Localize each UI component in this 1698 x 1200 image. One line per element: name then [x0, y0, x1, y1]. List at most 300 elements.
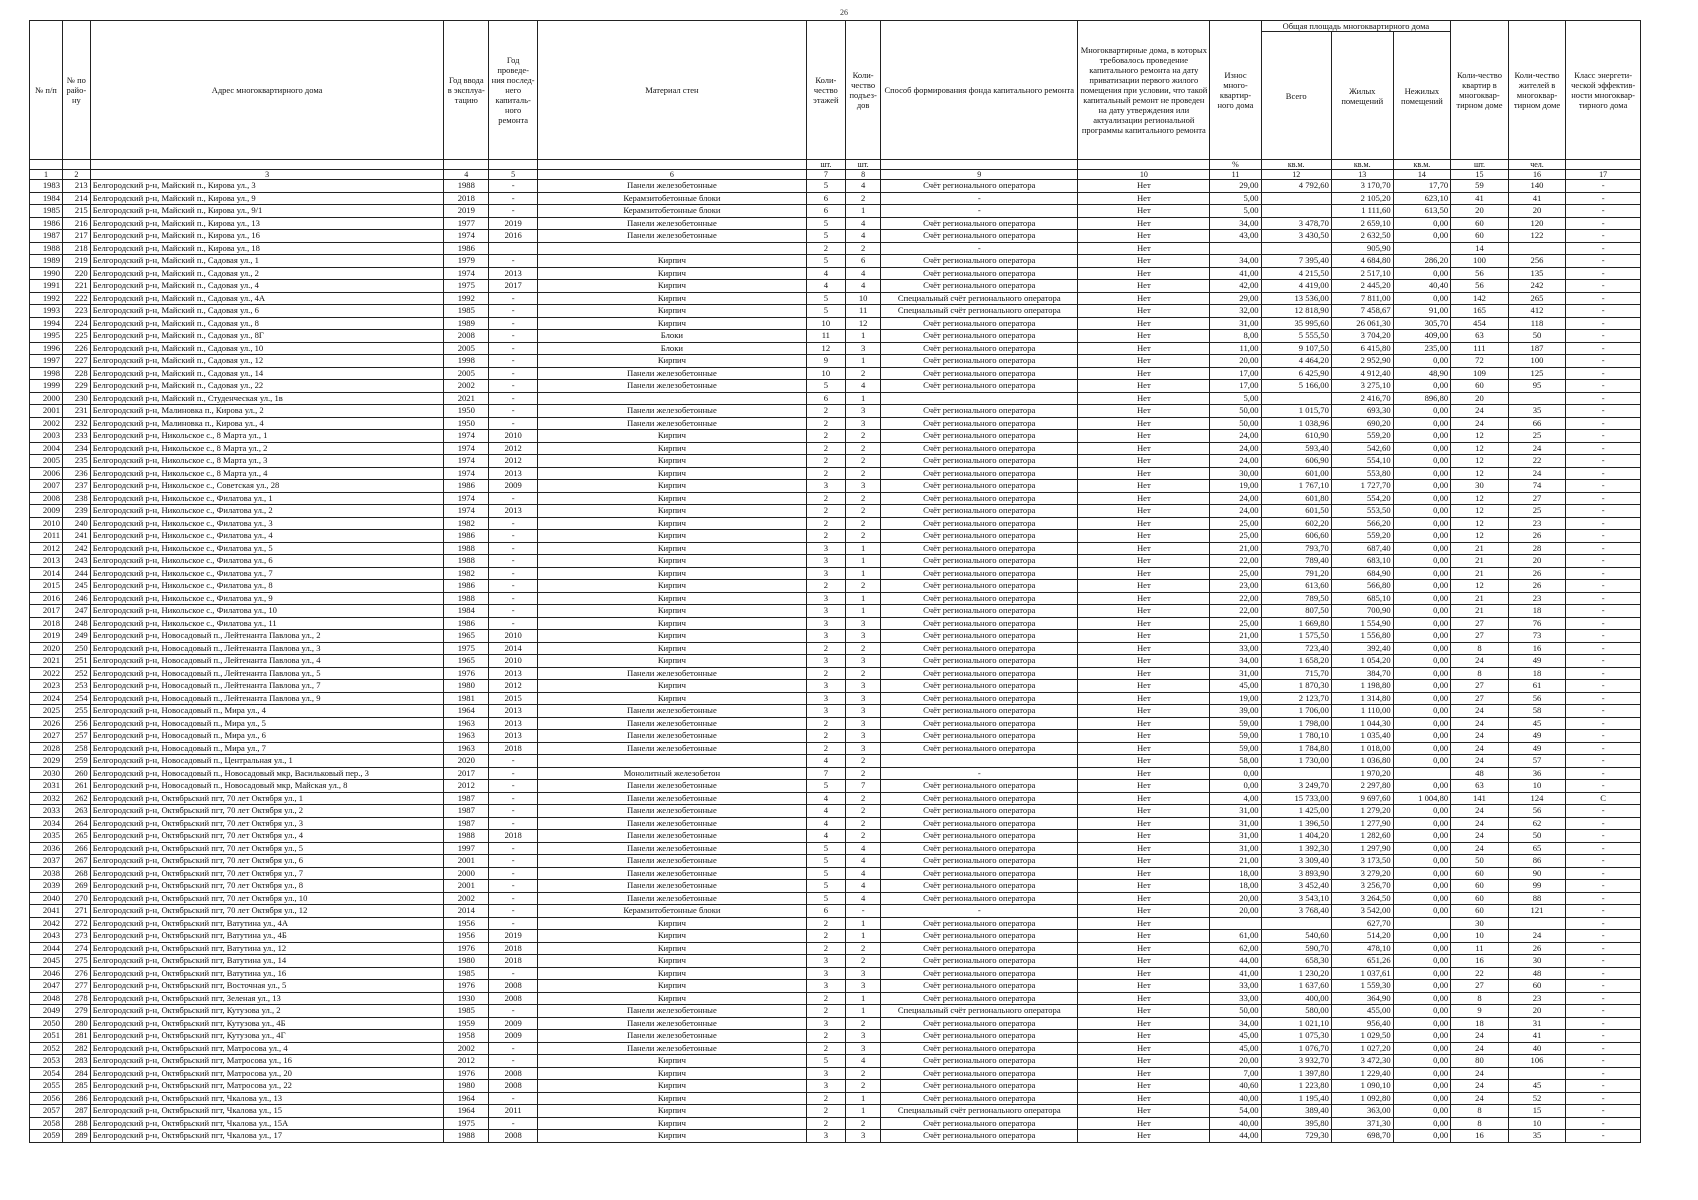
table-cell: 5 — [806, 305, 845, 318]
table-cell: Нет — [1078, 492, 1210, 505]
table-cell: 1 392,30 — [1261, 842, 1331, 855]
table-cell: 12 — [1451, 430, 1509, 443]
table-cell: 559,20 — [1331, 530, 1393, 543]
table-cell: Счёт регионального оператора — [881, 867, 1078, 880]
table-cell: 566,80 — [1331, 580, 1393, 593]
table-cell: 3 — [806, 980, 845, 993]
table-cell: 2016 — [489, 230, 538, 243]
table-cell: 3 — [806, 567, 845, 580]
table-cell: 1989 — [30, 255, 63, 268]
table-cell: 0,00 — [1393, 542, 1451, 555]
table-cell: 0,00 — [1393, 1092, 1451, 1105]
table-cell: - — [1566, 667, 1641, 680]
table-row — [30, 642, 1641, 655]
table-cell: 261 — [63, 780, 91, 793]
table-cell: 2052 — [30, 1042, 63, 1055]
table-cell: Кирпич — [538, 992, 806, 1005]
table-row — [30, 405, 1641, 418]
table-cell: 25,00 — [1210, 567, 1261, 580]
table-cell: 2008 — [489, 1130, 538, 1143]
table-cell: Нет — [1078, 542, 1210, 555]
table-cell: 2006 — [30, 467, 63, 480]
table-cell: - — [489, 1005, 538, 1018]
table-cell: 2 632,50 — [1331, 230, 1393, 243]
table-cell: - — [489, 555, 538, 568]
table-cell: Специальный счёт регионального оператора — [881, 1105, 1078, 1118]
table-row — [30, 905, 1641, 918]
table-cell: - — [846, 905, 881, 918]
table-cell: 244 — [63, 567, 91, 580]
col-head-address: Адрес многоквартирного дома — [90, 21, 444, 160]
table-cell: - — [1566, 855, 1641, 868]
table-cell: 99 — [1508, 880, 1566, 893]
table-cell: 2001 — [30, 405, 63, 418]
table-cell: 2058 — [30, 1117, 63, 1130]
table-cell: 1964 — [444, 705, 489, 718]
table-cell: - — [1566, 917, 1641, 930]
table-cell: - — [1566, 205, 1641, 218]
table-cell: 5 — [806, 292, 845, 305]
table-cell: 236 — [63, 467, 91, 480]
table-cell: Счёт регионального оператора — [881, 580, 1078, 593]
table-cell: 2 — [806, 492, 845, 505]
table-cell: 3 — [806, 630, 845, 643]
table-cell — [1508, 392, 1566, 405]
table-cell: Панели железобетонные — [538, 667, 806, 680]
table-cell: - — [489, 392, 538, 405]
table-cell: 2021 — [30, 655, 63, 668]
table-cell — [1261, 917, 1331, 930]
table-cell: Нет — [1078, 430, 1210, 443]
table-row — [30, 480, 1641, 493]
table-cell: 2 — [846, 667, 881, 680]
table-cell: - — [1566, 805, 1641, 818]
table-cell: 0,00 — [1393, 880, 1451, 893]
table-cell: Кирпич — [538, 1055, 806, 1068]
table-cell: 601,00 — [1261, 467, 1331, 480]
table-cell: - — [489, 292, 538, 305]
table-cell: - — [489, 192, 538, 205]
col-head-area-total: Всего — [1261, 32, 1331, 160]
table-cell: Нет — [1078, 692, 1210, 705]
table-cell: 1982 — [444, 567, 489, 580]
table-row — [30, 317, 1641, 330]
table-cell: Счёт регионального оператора — [881, 930, 1078, 943]
table-cell: 2 — [846, 1080, 881, 1093]
table-cell: 1994 — [30, 317, 63, 330]
table-cell: 0,00 — [1393, 817, 1451, 830]
table-cell: 0,00 — [1393, 530, 1451, 543]
table-cell: 2 — [806, 942, 845, 955]
table-cell: Белгородский р-н, Новосадовый п., Мира ул., 6 — [90, 730, 444, 743]
table-cell: 24 — [1451, 1080, 1509, 1093]
table-cell: Кирпич — [538, 1092, 806, 1105]
table-cell: 2 659,10 — [1331, 217, 1393, 230]
table-cell: 44,00 — [1210, 955, 1261, 968]
table-cell: 278 — [63, 992, 91, 1005]
table-cell: 228 — [63, 367, 91, 380]
table-cell: Нет — [1078, 630, 1210, 643]
table-cell: - — [1566, 755, 1641, 768]
table-cell: Счёт регионального оператора — [881, 180, 1078, 193]
table-cell: 10 — [846, 292, 881, 305]
table-cell: Счёт регионального оператора — [881, 455, 1078, 468]
table-cell: 214 — [63, 192, 91, 205]
table-cell: 24 — [1451, 655, 1509, 668]
table-cell: Керамзитобетонные блоки — [538, 205, 806, 218]
table-cell: 1963 — [444, 742, 489, 755]
table-cell: 21 — [1451, 567, 1509, 580]
table-cell: Счёт регионального оператора — [881, 517, 1078, 530]
table-cell: Кирпич — [538, 430, 806, 443]
table-cell: 2 — [806, 467, 845, 480]
table-cell: 2 — [806, 580, 845, 593]
table-cell: Нет — [1078, 355, 1210, 368]
table-cell: 4 — [846, 892, 881, 905]
table-cell: Белгородский р-н, Новосадовый п., Лейтенанта Павлова ул., 4 — [90, 655, 444, 668]
table-cell: 63 — [1451, 780, 1509, 793]
table-cell: Счёт регионального оператора — [881, 542, 1078, 555]
table-cell: Нет — [1078, 517, 1210, 530]
table-cell: 242 — [1508, 280, 1566, 293]
table-row — [30, 342, 1641, 355]
table-cell: 17,70 — [1393, 180, 1451, 193]
table-cell: 1975 — [444, 1117, 489, 1130]
table-cell: 2018 — [489, 742, 538, 755]
table-cell: Кирпич — [538, 1067, 806, 1080]
table-cell: Нет — [1078, 755, 1210, 768]
table-cell: 807,50 — [1261, 605, 1331, 618]
table-cell: Счёт регионального оператора — [881, 1092, 1078, 1105]
table-cell: 41,00 — [1210, 967, 1261, 980]
table-row — [30, 730, 1641, 743]
table-cell: 16 — [1508, 642, 1566, 655]
table-cell: 1974 — [444, 430, 489, 443]
table-cell: 122 — [1508, 230, 1566, 243]
table-cell: 2044 — [30, 942, 63, 955]
table-cell: 3 — [806, 1080, 845, 1093]
table-cell: Нет — [1078, 642, 1210, 655]
table-cell: Счёт регионального оператора — [881, 367, 1078, 380]
table-cell: - — [1566, 680, 1641, 693]
table-cell: 9 697,60 — [1331, 792, 1393, 805]
table-cell: 2005 — [30, 455, 63, 468]
table-cell: Нет — [1078, 905, 1210, 918]
table-cell: 2018 — [30, 617, 63, 630]
table-cell: 2 — [846, 830, 881, 843]
table-cell: 2 — [806, 667, 845, 680]
table-cell: 1 727,70 — [1331, 480, 1393, 493]
table-cell: Счёт регионального оператора — [881, 955, 1078, 968]
col-head-wall-material: Материал стен — [538, 21, 806, 160]
table-cell: 601,50 — [1261, 505, 1331, 518]
table-cell: 715,70 — [1261, 667, 1331, 680]
table-cell: 24 — [1451, 705, 1509, 718]
table-cell: Белгородский р-н, Октябрьский пгт, Восточная ул., 5 — [90, 980, 444, 993]
table-cell: 62,00 — [1210, 942, 1261, 955]
table-cell: 234 — [63, 442, 91, 455]
table-cell: 18 — [1451, 1017, 1509, 1030]
table-cell: - — [1566, 942, 1641, 955]
table-cell: 2 — [846, 1017, 881, 1030]
unit-cell — [444, 160, 489, 170]
table-cell: Белгородский р-н, Майский п., Садовая ул., 14 — [90, 367, 444, 380]
table-cell: 0,00 — [1393, 1080, 1451, 1093]
table-cell: 247 — [63, 605, 91, 618]
table-cell: Кирпич — [538, 580, 806, 593]
table-cell: Кирпич — [538, 955, 806, 968]
table-cell: 2020 — [444, 755, 489, 768]
table-cell: 1990 — [30, 267, 63, 280]
table-cell: - — [1566, 480, 1641, 493]
table-cell: 1 044,30 — [1331, 717, 1393, 730]
table-cell: 4 792,60 — [1261, 180, 1331, 193]
table-cell: 1 054,20 — [1331, 655, 1393, 668]
table-cell: 2016 — [30, 592, 63, 605]
table-cell: Белгородский р-н, Октябрьский пгт, Чкалова ул., 17 — [90, 1130, 444, 1143]
table-cell: 1988 — [444, 180, 489, 193]
table-cell: 3 — [846, 630, 881, 643]
table-cell: 24 — [1508, 930, 1566, 943]
table-cell: 11 — [1451, 942, 1509, 955]
table-cell: 409,00 — [1393, 330, 1451, 343]
table-cell: 24 — [1451, 730, 1509, 743]
table-cell: 0,00 — [1393, 1055, 1451, 1068]
unit-cell: кв.м. — [1261, 160, 1331, 170]
table-cell: Белгородский р-н, Майский п., Кирова ул., 13 — [90, 217, 444, 230]
table-cell: 305,70 — [1393, 317, 1451, 330]
table-cell: Счёт регионального оператора — [881, 805, 1078, 818]
table-cell: 0,00 — [1393, 705, 1451, 718]
table-cell: - — [489, 417, 538, 430]
table-row — [30, 505, 1641, 518]
table-cell: - — [489, 305, 538, 318]
table-cell: 0,00 — [1393, 505, 1451, 518]
table-cell: 270 — [63, 892, 91, 905]
table-header — [30, 21, 1641, 180]
table-row — [30, 692, 1641, 705]
table-cell: Счёт регионального оператора — [881, 1042, 1078, 1055]
table-cell: - — [1566, 980, 1641, 993]
col-head-area-group: Общая площадь многоквартирного дома — [1261, 21, 1451, 32]
table-cell: 1965 — [444, 630, 489, 643]
table-cell: 20 — [1508, 1005, 1566, 1018]
table-cell: 4,00 — [1210, 792, 1261, 805]
table-cell: 2 — [806, 517, 845, 530]
table-row — [30, 967, 1641, 980]
table-cell: 1965 — [444, 655, 489, 668]
table-cell: 135 — [1508, 267, 1566, 280]
table-cell: 73 — [1508, 630, 1566, 643]
table-cell: Счёт регионального оператора — [881, 655, 1078, 668]
table-cell: 2012 — [489, 680, 538, 693]
table-cell: 240 — [63, 517, 91, 530]
table-cell: 24,00 — [1210, 430, 1261, 443]
table-cell: 20 — [1451, 205, 1509, 218]
table-cell: 7 811,00 — [1331, 292, 1393, 305]
table-cell: Счёт регионального оператора — [881, 942, 1078, 955]
table-cell: 1992 — [444, 292, 489, 305]
table-row — [30, 1042, 1641, 1055]
table-cell: 275 — [63, 955, 91, 968]
table-cell: Панели железобетонные — [538, 867, 806, 880]
table-cell: 0,00 — [1393, 667, 1451, 680]
table-cell: Кирпич — [538, 692, 806, 705]
table-cell: 2002 — [30, 417, 63, 430]
table-cell: 50 — [1508, 330, 1566, 343]
table-cell: 263 — [63, 805, 91, 818]
table-cell: 5 166,00 — [1261, 380, 1331, 393]
table-cell: 2 — [846, 517, 881, 530]
col-head-floors: Коли-чество этажей — [806, 21, 845, 160]
table-cell: 4 — [846, 842, 881, 855]
table-cell: 16 — [1451, 1130, 1509, 1143]
table-cell: 40,40 — [1393, 280, 1451, 293]
table-row — [30, 792, 1641, 805]
table-cell: 279 — [63, 1005, 91, 1018]
table-cell: 623,10 — [1393, 192, 1451, 205]
table-cell: 34,00 — [1210, 255, 1261, 268]
table-row — [30, 842, 1641, 855]
table-row — [30, 1030, 1641, 1043]
table-cell: 34,00 — [1210, 1017, 1261, 1030]
table-cell: 4 215,50 — [1261, 267, 1331, 280]
table-cell: 3 249,70 — [1261, 780, 1331, 793]
table-cell: - — [489, 567, 538, 580]
table-cell: 1979 — [444, 255, 489, 268]
table-cell: 590,70 — [1261, 942, 1331, 955]
table-cell: 1 — [846, 930, 881, 943]
table-cell: Счёт регионального оператора — [881, 255, 1078, 268]
table-cell: Белгородский р-н, Никольское с., Филатова ул., 7 — [90, 567, 444, 580]
table-cell: 10 — [806, 367, 845, 380]
table-cell: 4 464,20 — [1261, 355, 1331, 368]
table-cell: 2 — [806, 717, 845, 730]
column-numbers-row — [30, 170, 1641, 180]
table-cell: 1976 — [444, 942, 489, 955]
table-cell: Белгородский р-н, Новосадовый п., Мира ул., 5 — [90, 717, 444, 730]
table-cell: - — [489, 492, 538, 505]
table-cell: 25,00 — [1210, 530, 1261, 543]
table-cell: 74 — [1508, 480, 1566, 493]
table-cell: Счёт регионального оператора — [881, 592, 1078, 605]
table-cell — [538, 392, 806, 405]
table-cell: Счёт регионального оператора — [881, 705, 1078, 718]
table-cell: Счёт регионального оператора — [881, 230, 1078, 243]
table-cell: 33,00 — [1210, 980, 1261, 993]
table-cell: 0,00 — [1393, 1105, 1451, 1118]
table-cell: Белгородский р-н, Октябрьский пгт, 70 лет Октября ул., 8 — [90, 880, 444, 893]
table-cell: Кирпич — [538, 592, 806, 605]
table-cell: 142 — [1451, 292, 1509, 305]
table-cell: 1988 — [30, 242, 63, 255]
column-number-cell: 14 — [1393, 170, 1451, 180]
table-cell: 267 — [63, 855, 91, 868]
table-cell: 0,00 — [1393, 692, 1451, 705]
table-row — [30, 492, 1641, 505]
table-cell: 2017 — [30, 605, 63, 618]
table-cell: 0,00 — [1393, 855, 1451, 868]
table-cell: 1976 — [444, 980, 489, 993]
table-cell: - — [1566, 467, 1641, 480]
table-cell: 20,00 — [1210, 1055, 1261, 1068]
table-cell: 2015 — [489, 692, 538, 705]
table-cell: 553,50 — [1331, 505, 1393, 518]
table-cell: 0,00 — [1393, 267, 1451, 280]
table-cell: Нет — [1078, 180, 1210, 193]
table-cell: 627,70 — [1331, 917, 1393, 930]
table-cell: 5 555,50 — [1261, 330, 1331, 343]
table-cell: 259 — [63, 755, 91, 768]
table-cell: Нет — [1078, 242, 1210, 255]
table-cell: 63 — [1451, 330, 1509, 343]
table-cell: 80 — [1451, 1055, 1509, 1068]
table-cell: 3 932,70 — [1261, 1055, 1331, 1068]
table-cell: 1997 — [444, 842, 489, 855]
table-cell: 1956 — [444, 917, 489, 930]
table-cell: - — [1566, 930, 1641, 943]
table-cell: 2012 — [444, 780, 489, 793]
table-cell: Кирпич — [538, 1080, 806, 1093]
table-cell: 60 — [1451, 217, 1509, 230]
table-cell: 1981 — [444, 692, 489, 705]
table-cell: 0,00 — [1393, 617, 1451, 630]
table-cell: - — [489, 580, 538, 593]
table-cell: 2041 — [30, 905, 63, 918]
table-cell: 684,90 — [1331, 567, 1393, 580]
table-cell: Белгородский р-н, Майский п., Садовая ул., 6 — [90, 305, 444, 318]
table-row — [30, 892, 1641, 905]
table-cell: 18,00 — [1210, 867, 1261, 880]
table-cell: 1 — [846, 1092, 881, 1105]
table-cell: 698,70 — [1331, 1130, 1393, 1143]
table-cell — [1210, 242, 1261, 255]
table-cell: 257 — [63, 730, 91, 743]
table-cell: Белгородский р-н, Октябрьский пгт, Чкалова ул., 15 — [90, 1105, 444, 1118]
table-cell: 226 — [63, 342, 91, 355]
table-cell: Белгородский р-н, Майский п., Студенческая ул., 1в — [90, 392, 444, 405]
table-cell: 60 — [1451, 892, 1509, 905]
table-cell: 72 — [1451, 355, 1509, 368]
table-row — [30, 942, 1641, 955]
table-cell: Белгородский р-н, Октябрьский пгт, Матросова ул., 4 — [90, 1042, 444, 1055]
table-cell: Панели железобетонные — [538, 805, 806, 818]
table-cell: Счёт регионального оператора — [881, 967, 1078, 980]
table-cell: Счёт регионального оператора — [881, 492, 1078, 505]
table-cell: 3 309,40 — [1261, 855, 1331, 868]
table-cell: 1 277,90 — [1331, 817, 1393, 830]
table-cell: 5,00 — [1210, 192, 1261, 205]
table-cell: Кирпич — [538, 442, 806, 455]
table-cell: 60 — [1451, 880, 1509, 893]
table-cell: Панели железобетонные — [538, 730, 806, 743]
table-cell: 789,40 — [1261, 555, 1331, 568]
table-cell: Кирпич — [538, 317, 806, 330]
table-cell: 27 — [1451, 692, 1509, 705]
col-head-needed-repair: Многоквартирные дома, в которых требовалось проведение капитального ремонта на дату приватизации первого жилого помещения при условии, что такой капитальный ремонт не проведен на дату утверждения или актуализации региональной программы капитального ремонта — [1078, 21, 1210, 160]
table-cell: 1975 — [444, 280, 489, 293]
table-cell: - — [489, 517, 538, 530]
table-cell: 2028 — [30, 742, 63, 755]
table-cell: 12 — [1451, 467, 1509, 480]
table-cell: 32,00 — [1210, 305, 1261, 318]
table-cell — [881, 392, 1078, 405]
table-cell: 3 — [806, 1067, 845, 1080]
table-cell: 2 — [846, 805, 881, 818]
table-cell: 4 419,00 — [1261, 280, 1331, 293]
table-cell: 2013 — [489, 467, 538, 480]
table-cell: 2 297,80 — [1331, 780, 1393, 793]
